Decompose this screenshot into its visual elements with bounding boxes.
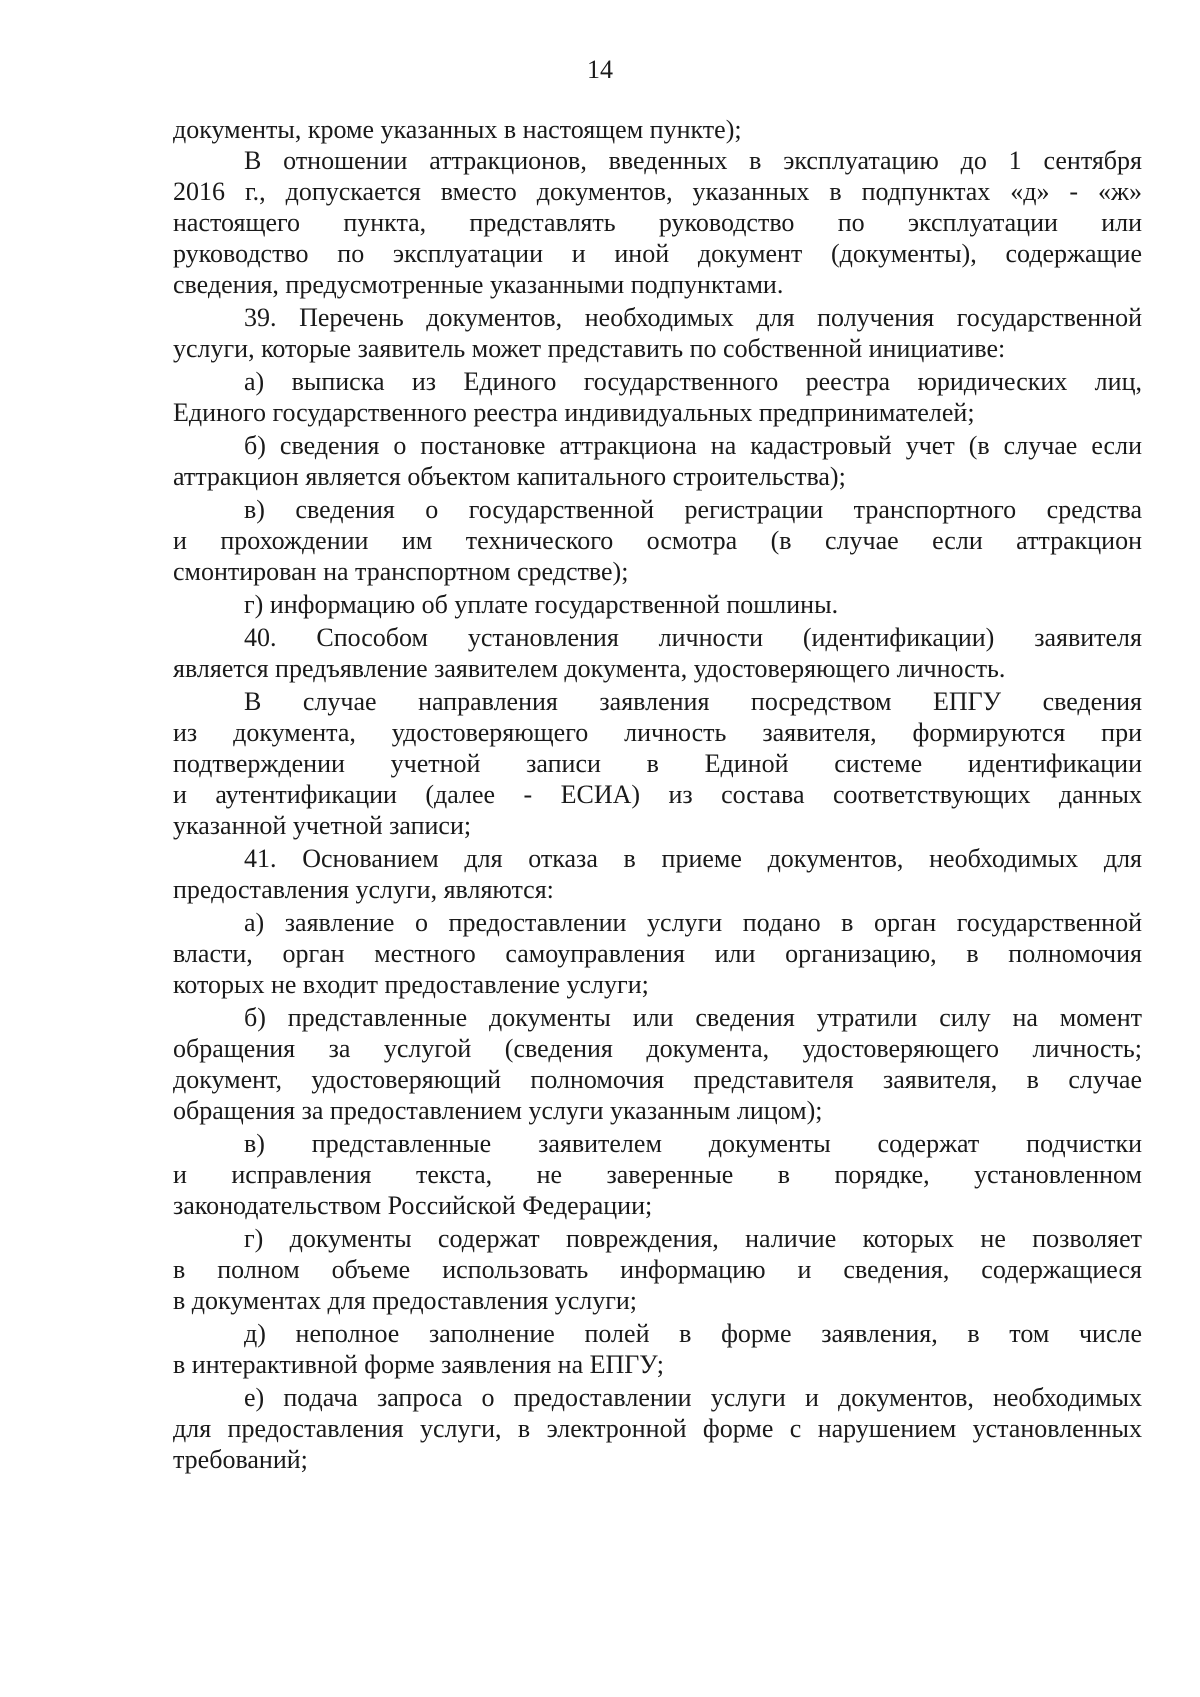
text-line: документы, кроме указанных в настоящем пункте); (173, 115, 742, 144)
text-line: смонтирован на транспортном средстве); (173, 557, 629, 586)
text-line: в) сведения о государственной регистрации транспортного средства (244, 495, 1142, 524)
text-line: сведения, предусмотренные указанными подпунктами. (173, 270, 784, 299)
text-line: в полном объеме использовать информацию и сведения, содержащиеся (173, 1255, 1142, 1284)
text-line: В случае направления заявления посредством ЕПГУ сведения (244, 687, 1142, 716)
text-line: руководство по эксплуатации и иной документ (документы), содержащие (173, 239, 1142, 268)
page-number: 14 (587, 55, 613, 84)
text-line: б) представленные документы или сведения утратили силу на момент (244, 1003, 1142, 1032)
text-line: которых не входит предоставление услуги; (173, 970, 649, 999)
text-line: подтверждении учетной записи в Единой системе идентификации (173, 749, 1142, 778)
text-line: а) выписка из Единого государственного реестра юридических лиц, (244, 367, 1142, 396)
text-line: документ, удостоверяющий полномочия представителя заявителя, в случае (173, 1065, 1142, 1094)
text-line: услуги, которые заявитель может представить по собственной инициативе: (173, 334, 1006, 363)
text-line: В отношении аттракционов, введенных в эксплуатацию до 1 сентября (244, 146, 1142, 175)
text-line: 39. Перечень документов, необходимых для получения государственной (244, 303, 1142, 332)
text-line: Единого государственного реестра индивидуальных предпринимателей; (173, 398, 975, 427)
text-line: б) сведения о постановке аттракциона на кадастровый учет (в случае если (244, 431, 1142, 460)
text-line: в документах для предоставления услуги; (173, 1286, 638, 1315)
text-line: и исправления текста, не заверенные в порядке, установленном (173, 1160, 1142, 1189)
text-line: д) неполное заполнение полей в форме заявления, в том числе (244, 1319, 1142, 1348)
text-line: г) информацию об уплате государственной пошлины. (244, 590, 839, 619)
text-line: власти, орган местного самоуправления или организацию, в полномочия (173, 939, 1142, 968)
text-line: в интерактивной форме заявления на ЕПГУ; (173, 1350, 664, 1379)
text-line: 40. Способом установления личности (идентификации) заявителя (244, 623, 1142, 652)
text-line: 41. Основанием для отказа в приеме документов, необходимых для (244, 844, 1142, 873)
text-line: и аутентификации (далее - ЕСИА) из состава соответствующих данных (173, 780, 1142, 809)
text-line: е) подача запроса о предоставлении услуги и документов, необходимых (244, 1383, 1142, 1412)
text-line: требований; (173, 1445, 308, 1474)
text-line: из документа, удостоверяющего личность заявителя, формируются при (173, 718, 1142, 747)
text-line: законодательством Российской Федерации; (173, 1191, 653, 1220)
text-line: а) заявление о предоставлении услуги подано в орган государственной (244, 908, 1142, 937)
text-line: 2016 г., допускается вместо документов, указанных в подпунктах «д» - «ж» (173, 177, 1142, 206)
text-line: настоящего пункта, представлять руководство по эксплуатации или (173, 208, 1142, 237)
text-line: указанной учетной записи; (173, 811, 472, 840)
text-line: обращения за услугой (сведения документа, удостоверяющего личность; (173, 1034, 1142, 1063)
text-line: является предъявление заявителем документа, удостоверяющего личность. (173, 654, 1006, 683)
text-line: предоставления услуги, являются: (173, 875, 554, 904)
text-line: обращения за предоставлением услуги указанным лицом); (173, 1096, 823, 1125)
text-line: для предоставления услуги, в электронной форме с нарушением установленных (173, 1414, 1142, 1443)
text-line: г) документы содержат повреждения, наличие которых не позволяет (244, 1224, 1142, 1253)
text-line: аттракцион является объектом капитального строительства); (173, 462, 846, 491)
text-line: в) представленные заявителем документы содержат подчистки (244, 1129, 1142, 1158)
text-line: и прохождении им технического осмотра (в случае если аттракцион (173, 526, 1142, 555)
